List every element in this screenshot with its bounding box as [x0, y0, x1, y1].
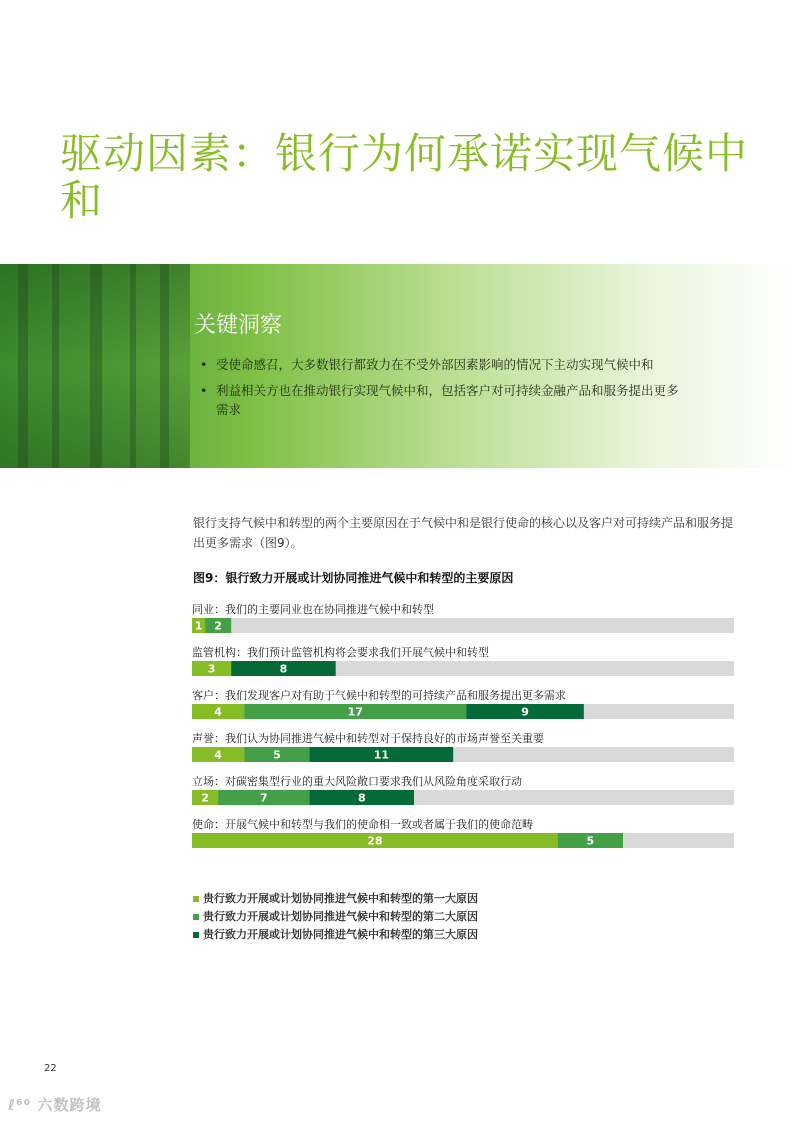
watermark-logo: ℓ⁶⁰ 六数跨境 — [8, 1096, 102, 1114]
insight-item: • 受使命感召，大多数银行都致力在不受外部因素影响的情况下主动实现气候中和 — [200, 355, 690, 374]
bar-value-label: 8 — [279, 662, 288, 676]
bar-value-label: 8 — [357, 791, 366, 805]
stacked-bar-chart — [0, 600, 793, 870]
figure-title: 图9：银行致力开展或计划协同推进气候中和转型的主要原因 — [193, 571, 514, 585]
bar-value-label: 28 — [367, 834, 383, 848]
bar-value-label: 11 — [373, 748, 390, 762]
legend-label: 贵行致力开展或计划协同推进气候中和转型的第一大原因 — [203, 892, 478, 905]
bar-value-label: 5 — [586, 834, 595, 848]
bar-value-label: 1 — [194, 619, 203, 633]
insights-list — [200, 355, 690, 426]
legend-item-second — [193, 908, 478, 926]
bar-value-label: 4 — [214, 705, 222, 719]
category-label: 同业：我们的主要同业也在协同推进气候中和转型 — [192, 603, 434, 616]
bar-value-label: 4 — [214, 748, 222, 762]
page-title: 驱动因素：银行为何承诺实现气候中和 — [60, 129, 749, 225]
insights-heading: 关键洞察 — [194, 313, 283, 338]
bar-value-label: 3 — [207, 662, 216, 676]
intro-paragraph: 银行支持气候中和转型的两个主要原因在于气候中和是银行使命的核心以及客户对可持续产品和服务提出更多需求（图9）。 — [193, 516, 734, 550]
bar-value-label: 2 — [201, 791, 209, 805]
legend-swatch-second — [193, 914, 199, 920]
category-label: 监管机构：我们预计监管机构将会要求我们开展气候中和转型 — [192, 646, 489, 659]
category-label: 立场：对碳密集型行业的重大风险敞口要求我们从风险角度采取行动 — [192, 775, 522, 788]
legend-swatch-first — [193, 896, 199, 902]
bar-value-label: 9 — [521, 705, 529, 719]
legend-label: 贵行致力开展或计划协同推进气候中和转型的第三大原因 — [203, 928, 478, 941]
chart-legend — [193, 890, 478, 944]
bar-value-label: 7 — [260, 791, 268, 805]
page-number: 22 — [44, 1063, 57, 1074]
bar-track — [192, 618, 734, 633]
forest-image — [0, 264, 190, 468]
bar-value-label: 2 — [214, 619, 222, 633]
category-label: 使命：开展气候中和转型与我们的使命相一致或者属于我们的使命范畴 — [192, 818, 533, 831]
legend-item-first — [193, 890, 478, 908]
category-label: 声誉：我们认为协同推进气候中和转型对于保持良好的市场声誉至关重要 — [192, 732, 544, 745]
bar-value-label: 17 — [347, 705, 363, 719]
legend-label: 贵行致力开展或计划协同推进气候中和转型的第二大原因 — [203, 910, 478, 923]
bar-value-label: 5 — [273, 748, 281, 762]
category-label: 客户：我们发现客户对有助于气候中和转型的可持续产品和服务提出更多需求 — [192, 689, 566, 702]
legend-swatch-third — [193, 932, 199, 938]
insight-item: • 利益相关方也在推动银行实现气候中和，包括客户对可持续金融产品和服务提出更多需求 — [200, 381, 690, 419]
legend-item-third — [193, 926, 478, 944]
